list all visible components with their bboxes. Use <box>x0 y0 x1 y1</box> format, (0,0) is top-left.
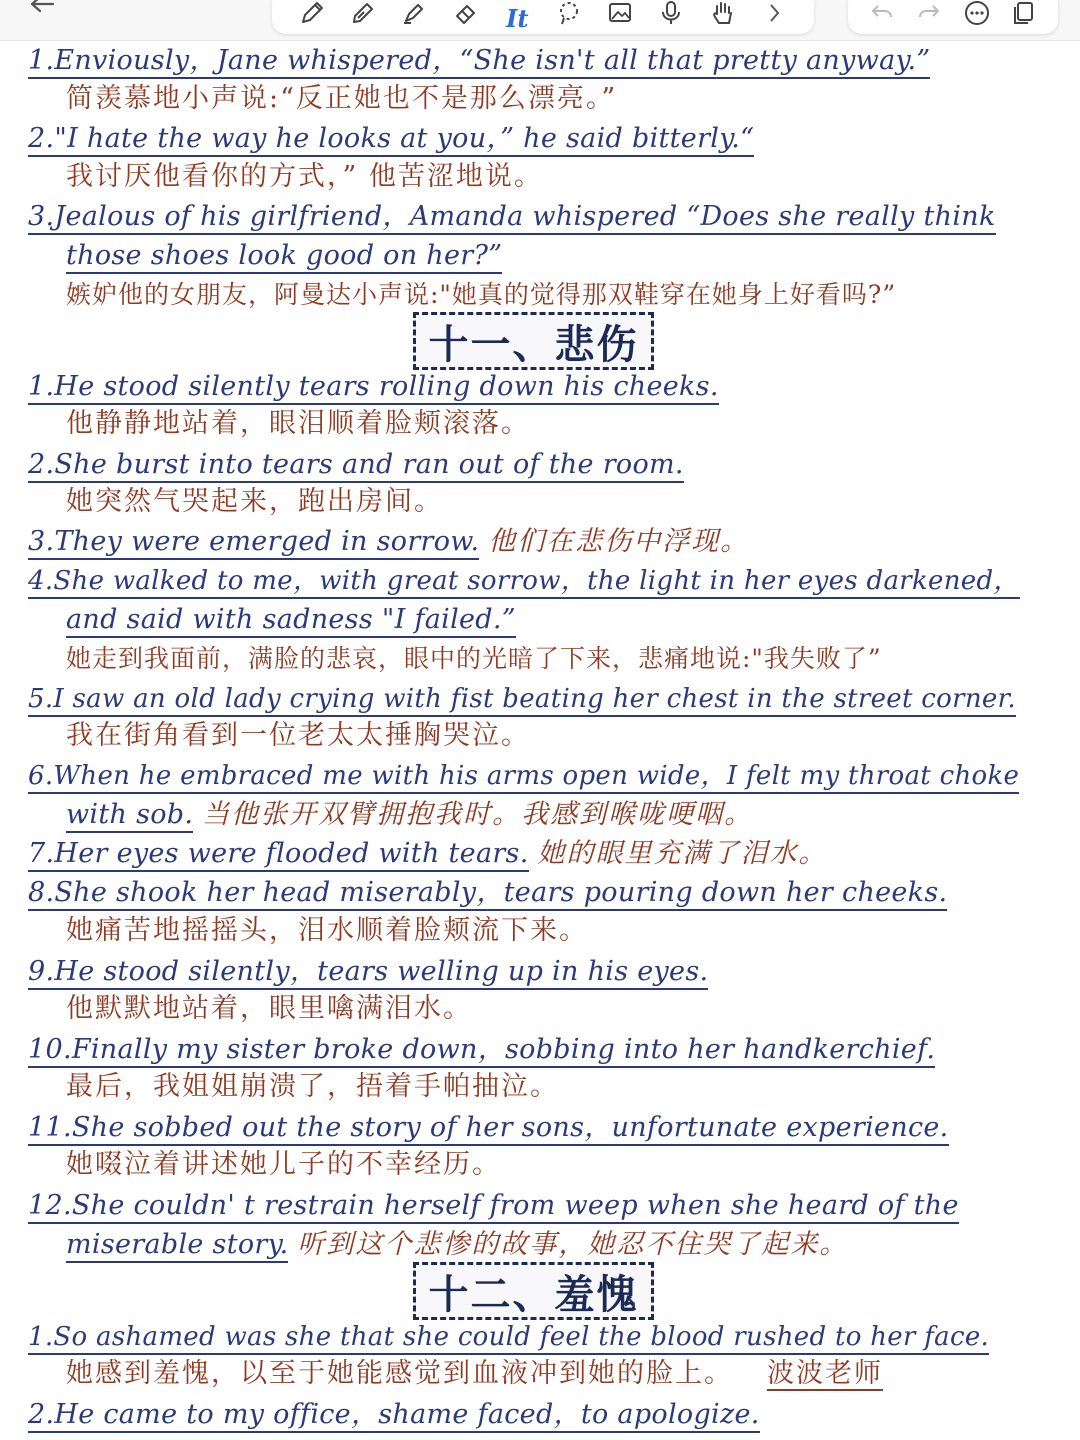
sentence-zh: 他静静地站着，眼泪顺着脸颊滚落。 <box>66 408 530 439</box>
sentence-en: 11.She sobbed out the story of her sons，unfortunate experience. <box>28 1109 949 1147</box>
sentence-zh: 简羡慕地小声说:“反正她也不是那么漂亮。” <box>66 83 618 114</box>
sentence-zh: 她突然气哭起来，跑出房间。 <box>66 486 443 517</box>
redo-icon <box>916 0 942 30</box>
sentence-zh-inline: 她的眼里充满了泪水。 <box>537 838 828 869</box>
sentence-zh: 她走到我面前，满脸的悲哀，眼中的光暗了下来，悲痛地说:"我失败了” <box>66 644 882 673</box>
sentence-en: 1.Enviously，Jane whispered，“She isn't all that pretty anyway.” <box>28 42 930 80</box>
eraser-icon <box>453 0 479 30</box>
sentence-en: 2.She burst into tears and ran out of the room. <box>28 446 684 484</box>
more-tools-button[interactable] <box>757 0 791 32</box>
highlighter-tool-button[interactable] <box>397 0 431 32</box>
sentence-zh: 我讨厌他看你的方式，” 他苦涩地说。 <box>66 161 543 192</box>
sentence-zh: 我在街角看到一位老太太捶胸哭泣。 <box>66 720 530 751</box>
undo-button[interactable] <box>865 0 899 32</box>
sentence-en: 1.So ashamed was she that she could feel the blood rushed to her face. <box>28 1318 989 1356</box>
sentence-zh-text: 她感到羞愧，以至于她能感觉到血液冲到她的脸上。 <box>66 1358 733 1389</box>
pen-icon <box>299 0 325 30</box>
sentence-en: 7.Her eyes were flooded with tears. 她的眼里充满了泪水。 <box>28 835 827 873</box>
sentence-en: 2.He came to my office，shame faced，to apologize. <box>28 1396 760 1434</box>
sentence-en: 12.She couldn' t restrain herself from weep when she heard of the <box>28 1187 959 1225</box>
lasso-tool-button[interactable] <box>552 0 586 32</box>
sentence-en: 3.They were emerged in sorrow. 他们在悲伤中浮现。 <box>28 523 749 561</box>
pencil-icon <box>350 0 376 30</box>
sentence-zh-inline: 听到这个悲惨的故事，她忍不住哭了起来。 <box>297 1229 849 1260</box>
sentence-en: 2."I hate the way he looks at you，” he said bitterly.“ <box>28 120 754 158</box>
sentence-zh: 她痛苦地摇摇头，泪水顺着脸颊流下来。 <box>66 915 588 946</box>
back-button[interactable] <box>20 0 64 22</box>
sentence-zh: 嫉妒他的女朋友，阿曼达小声说:"她真的觉得那双鞋穿在她身上好看吗?” <box>66 280 897 309</box>
pen-tool-button[interactable] <box>295 0 329 32</box>
highlighter-icon <box>401 0 427 30</box>
sentence-zh: 最后，我姐姐崩溃了，捂着手帕抽泣。 <box>66 1071 559 1102</box>
arrow-left-icon <box>29 0 55 24</box>
sentence-en: 3.Jealous of his girlfriend，Amanda whispered “Does she really think <box>28 198 996 236</box>
sentence-zh-inline: 当他张开双臂拥抱我时。我感到喉咙哽咽。 <box>202 799 754 830</box>
sentence-en-continued: with sob. 当他张开双臂拥抱我时。我感到喉咙哽咽。 <box>66 796 753 834</box>
sentence-en: 9.He stood silently，tears welling up in his eyes. <box>28 953 708 991</box>
sentence-zh-inline: 他们在悲伤中浮现。 <box>488 526 750 557</box>
text-tool-icon: It <box>506 3 529 33</box>
section-heading-sad: 十一、悲伤 <box>413 312 654 370</box>
sentence-en-continued: and said with sadness "I failed.” <box>66 601 516 639</box>
section-heading-shame: 十二、羞愧 <box>413 1262 654 1320</box>
pages-button[interactable] <box>1007 0 1041 32</box>
microphone-tool-button[interactable] <box>654 0 688 32</box>
pages-icon <box>1011 0 1037 30</box>
redo-button[interactable] <box>912 0 946 32</box>
pencil-tool-button[interactable] <box>346 0 380 32</box>
history-tools <box>848 0 1058 34</box>
more-icon <box>964 0 990 30</box>
sentence-en: 10.Finally my sister broke down，sobbing into her handkerchief. <box>28 1031 935 1069</box>
teacher-signature: 波波老师 <box>767 1358 883 1389</box>
sentence-zh: 她啜泣着讲述她儿子的不幸经历。 <box>66 1149 501 1180</box>
sentence-en: 6.When he embraced me with his arms open wide，I felt my throat choke <box>28 757 1019 795</box>
sentence-zh: 他默默地站着，眼里噙满泪水。 <box>66 993 472 1024</box>
hand-tool-button[interactable] <box>706 0 740 32</box>
hand-icon <box>710 0 736 30</box>
image-icon <box>607 0 633 30</box>
undo-icon <box>869 0 895 30</box>
toolbar <box>0 0 1080 41</box>
chevron-right-icon <box>761 0 787 30</box>
lasso-icon <box>556 0 582 30</box>
text-tool-button[interactable] <box>500 0 534 32</box>
sentence-en: 1.He stood silently tears rolling down his cheeks. <box>28 368 719 406</box>
more-button[interactable] <box>960 0 994 32</box>
sentence-en: 5.I saw an old lady crying with fist beating her chest in the street corner. <box>28 680 1016 718</box>
sentence-en-continued: those shoes look good on her?” <box>66 237 502 275</box>
sentence-zh <box>66 1355 883 1393</box>
image-tool-button[interactable] <box>603 0 637 32</box>
sentence-en: 4.She walked to me，with great sorrow，the light in her eyes darkened， <box>28 562 1020 600</box>
sentence-en: 8.She shook her head miserably，tears pouring down her cheeks. <box>28 874 947 912</box>
eraser-tool-button[interactable] <box>449 0 483 32</box>
drawing-tools <box>272 0 814 34</box>
sentence-en-continued: miserable story. 听到这个悲惨的故事，她忍不住哭了起来。 <box>66 1226 848 1264</box>
microphone-icon <box>658 0 684 30</box>
